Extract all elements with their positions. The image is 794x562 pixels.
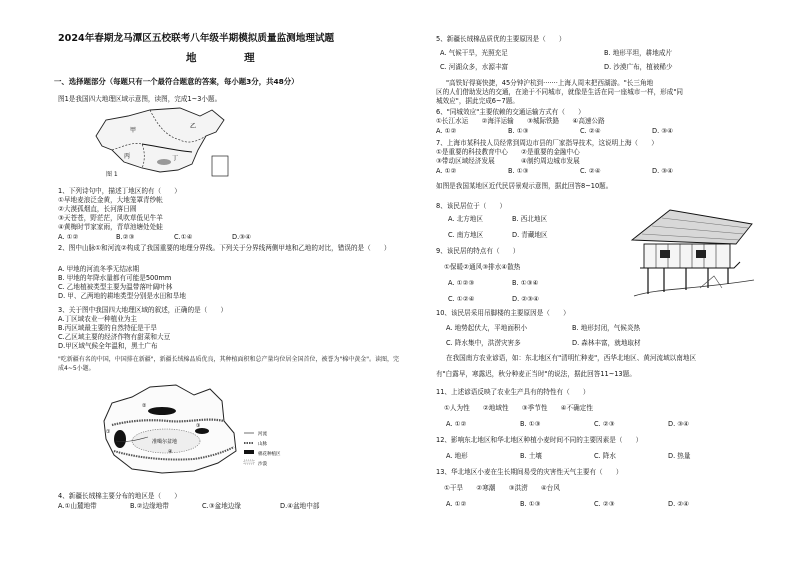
q13-option-d[interactable]: D. ②④ xyxy=(668,500,690,508)
region-shading xyxy=(157,159,171,165)
q2-option-d[interactable]: D. 甲、乙两地的耕地类型分别是水田和旱地 xyxy=(58,292,186,300)
q5-option-d[interactable]: D. 沙漠广布，植被稀少 xyxy=(604,63,673,71)
stilt-house-illustration xyxy=(630,200,758,300)
region-label-a: 甲 xyxy=(130,127,137,134)
q10-option-a[interactable]: A. 地势起伏大，平地面积小 xyxy=(446,324,528,332)
upper-floor xyxy=(644,244,730,268)
q9-option-c[interactable]: C. ①②④ xyxy=(448,295,475,303)
q1-line-2: ②大漠孤烟直，长河落日圆 xyxy=(58,205,137,213)
south-sea-inset xyxy=(212,156,228,176)
q3-option-b[interactable]: B.丙区域最主要的自然特征是干旱 xyxy=(58,324,157,332)
q10-stem: 10、该民居采用吊脚楼的主要原因是（ ） xyxy=(436,309,570,317)
q7-line-2: ③带动区域经济发展 ④制约周边城市发展 xyxy=(436,157,580,165)
q5-option-b[interactable]: B. 地形平坦，耕地成片 xyxy=(604,49,673,57)
stilts xyxy=(648,268,728,294)
q13-option-c[interactable]: C. ②③ xyxy=(594,500,615,508)
legend-mountain: 山脉 xyxy=(258,442,267,447)
q12-option-a[interactable]: A. 地形 xyxy=(446,452,468,460)
q13-option-a[interactable]: A. ①② xyxy=(446,500,467,508)
q12-stem: 12、影响东北地区和华北地区种植小麦时间不同的主要因素是（ ） xyxy=(436,436,643,444)
q12-option-c[interactable]: C. 降水 xyxy=(594,452,616,460)
q11-option-b[interactable]: B. ①③ xyxy=(520,420,541,428)
window-1 xyxy=(660,250,670,258)
window-2 xyxy=(696,250,706,258)
q4-option-c[interactable]: C.③盆地边缘 xyxy=(202,502,241,510)
china-regions-map xyxy=(88,106,238,180)
q2-option-c[interactable]: C. 乙地植被类型主要为温带落叶阔叶林 xyxy=(58,283,173,291)
q10-option-d[interactable]: D. 森林丰富，就地取材 xyxy=(572,339,641,347)
q1-option-a[interactable]: A. ①② xyxy=(58,233,79,241)
q7-option-b[interactable]: B. ①③ xyxy=(508,167,529,175)
q13-stem: 13、华北地区小麦在生长期间易受的灾害性天气主要有（ ） xyxy=(436,468,623,476)
q6-option-b[interactable]: B. ①③ xyxy=(508,127,529,135)
q10-option-c[interactable]: C. 降水集中，洪涝灾害多 xyxy=(446,339,521,347)
q7-line-1: ①是重要的科技教育中心 ②是重要的金融中心 xyxy=(436,148,580,156)
q6-stem: 6、"同城效应"主要依赖的交通运输方式有（ ） xyxy=(436,108,585,116)
legend-cotton: 棉花种植区 xyxy=(258,452,281,457)
legend-desert-swatch xyxy=(244,460,254,464)
q6-line-1: ①长江水运 ②海洋运输 ③城际铁路 ④高速公路 xyxy=(436,117,605,125)
xinjiang-map xyxy=(98,381,288,479)
section-heading: 一、选择题部分（每题只有一个最符合题意的答案，每小题3分，共48分） xyxy=(54,77,299,86)
intro-q6-7-line-3: 城效应"，据此完成6~7题。 xyxy=(436,97,519,105)
marker-1: ① xyxy=(106,429,111,435)
q3-stem: 3、关于图中我国四大地理区域的叙述，正确的是（ ） xyxy=(58,306,228,314)
q8-option-d[interactable]: D. 青藏地区 xyxy=(512,231,548,239)
q8-option-c[interactable]: C. 南方地区 xyxy=(448,231,484,239)
q13-line-1: ①干旱 ②寒潮 ③洪涝 ④台风 xyxy=(444,484,560,492)
q5-stem: 5、新疆长绒棉品质优的主要原因是（ ） xyxy=(436,35,566,43)
q12-option-b[interactable]: B. 土壤 xyxy=(520,452,542,460)
intro-q8-10: 如图是我国某地区近代民居景观示意图，据此回答8~10题。 xyxy=(436,182,613,190)
map-legend xyxy=(244,430,281,467)
q1-stem: 1、下列诗句中，描述丁地区的有（ ） xyxy=(58,187,181,195)
q7-option-a[interactable]: A. ①② xyxy=(436,167,457,175)
q9-option-b[interactable]: B. ①③④ xyxy=(512,279,539,287)
legend-cotton-swatch xyxy=(244,450,254,454)
q9-line-1: ①保暖②通风③排水④散热 xyxy=(444,263,521,271)
q4-option-b[interactable]: B.②边缘地带 xyxy=(130,502,169,510)
marker-4: ④ xyxy=(168,449,173,455)
q11-option-d[interactable]: D. ③④ xyxy=(668,420,690,428)
intro-q6-7-line-1: "高铁好得赛快捷，45分钟沪杭到·······上海人周末把西湖游。"长三角地 xyxy=(446,79,654,87)
fig1-caption: 图 1 xyxy=(106,171,118,178)
q6-option-c[interactable]: C. ②④ xyxy=(580,127,601,135)
slope-ground xyxy=(634,280,754,296)
fig1-intro: 图1是我国四大地理区域示意图，读图，完成1~3小题。 xyxy=(58,95,222,103)
legend-desert: 沙漠 xyxy=(258,462,267,467)
region-label-d: 丁 xyxy=(172,155,179,162)
q6-option-a[interactable]: A. ①② xyxy=(436,127,457,135)
q11-line-1: ①人为性 ②地域性 ③季节性 ④不确定性 xyxy=(444,404,593,412)
q11-stem: 11、上述谚语反映了农业生产具有的特性有（ ） xyxy=(436,388,590,396)
basin-label: 准噶尔盆地 xyxy=(152,439,178,445)
q7-stem: 7、上海市某科技人员经常到周边市县的厂家指导技术，这说明上海（ ） xyxy=(436,139,658,147)
q1-option-d[interactable]: D.③④ xyxy=(232,233,251,241)
q8-option-a[interactable]: A. 北方地区 xyxy=(448,215,483,223)
q1-line-3: ③天苍苍，野茫茫，风吹草低见牛羊 xyxy=(58,214,163,222)
region-label-b: 乙 xyxy=(190,123,197,130)
q13-option-b[interactable]: B. ①③ xyxy=(520,500,541,508)
cotton-area-1 xyxy=(114,430,126,448)
q5-option-c[interactable]: C. 河湖众多，水源丰富 xyxy=(440,63,509,71)
q4-option-a[interactable]: A.①山麓地带 xyxy=(58,502,97,510)
q12-option-d[interactable]: D. 热量 xyxy=(668,452,691,460)
q11-option-c[interactable]: C. ②③ xyxy=(594,420,615,428)
q1-line-4: ④黄梅时节家家雨，青草池塘处处蛙 xyxy=(58,223,163,231)
q9-stem: 9、该民居的特点有（ ） xyxy=(436,247,520,255)
marker-3: ③ xyxy=(196,423,201,429)
q4-stem: 4、新疆长绒棉主要分布的地区是（ ） xyxy=(58,492,181,500)
upper-roof xyxy=(632,210,752,244)
intro-q6-7-line-2: 区的人们借助发达的交通，在途于不同城市，就像是生活在同一座城市一样，形成"同 xyxy=(436,88,683,96)
q8-stem: 8、该民居位于（ ） xyxy=(436,202,507,210)
cotton-area-2 xyxy=(148,407,176,415)
q3-option-d[interactable]: D.甲区域气候全年温和，黑土广布 xyxy=(58,342,158,350)
q2-stem: 2、图中山脉①和河流②构成了我国重要的地理分界线。下列关于分界线两侧甲地和乙地的对比，错误的是（ ） xyxy=(58,244,391,252)
q3-option-c[interactable]: C.乙区域主要的经济作物有甜菜和大豆 xyxy=(58,333,171,341)
q4-option-d[interactable]: D.④盆地中部 xyxy=(280,502,320,510)
q2-option-a[interactable]: A. 甲地的河流冬季无结冰期 xyxy=(58,265,140,273)
q8-option-b[interactable]: B. 西北地区 xyxy=(512,215,548,223)
q1-option-c[interactable]: C.①④ xyxy=(174,233,193,241)
legend-river: 河流 xyxy=(258,432,267,437)
intro-q11-13-line-1: 在我国南方农业谚语，如：东北地区有"清明忙种麦"，西华北地区、黄河流域以南地区 xyxy=(446,354,697,362)
q3-option-a[interactable]: A.丁区域农业一种植业为主 xyxy=(58,315,138,323)
q1-line-1: ①早地麦浪泛金黄，大地笼罩青纱帐 xyxy=(58,196,163,204)
q7-option-c[interactable]: C. ②④ xyxy=(580,167,601,175)
q9-option-a[interactable]: A. ①②③ xyxy=(448,279,475,287)
intro-q4-5: "吃新疆有名的中国，中国排在新疆"，新疆长绒棉品质优良，其种植面积和总产量均位居全国首位，被誉为"棉中黄金"。读图，完成4~5小题。 xyxy=(58,356,400,372)
q7-option-d[interactable]: D. ③④ xyxy=(652,167,674,175)
intro-q11-13-line-2: 有"白露早，寒露迟，秋分种麦正当时"的说法，据此回答11~13题。 xyxy=(436,370,636,378)
exam-title: 2024年春期龙马潭区五校联考八年级半期模拟质量监测地理试题 xyxy=(58,33,335,44)
q6-option-d[interactable]: D. ③④ xyxy=(652,127,674,135)
region-label-c: 丙 xyxy=(124,153,131,160)
q9-option-d[interactable]: D. ②③④ xyxy=(512,295,540,303)
q5-option-a[interactable]: A. 气候干旱，光照充足 xyxy=(440,49,508,57)
q2-option-b[interactable]: B. 甲地的年降水量都有可能是500mm xyxy=(58,274,172,282)
q11-option-a[interactable]: A. ①② xyxy=(446,420,467,428)
q1-option-b[interactable]: B.②③ xyxy=(116,233,135,241)
subject-heading: 地 理 xyxy=(186,52,277,64)
marker-2: ② xyxy=(142,403,147,409)
q10-option-b[interactable]: B. 地形封闭，气候炎热 xyxy=(572,324,641,332)
